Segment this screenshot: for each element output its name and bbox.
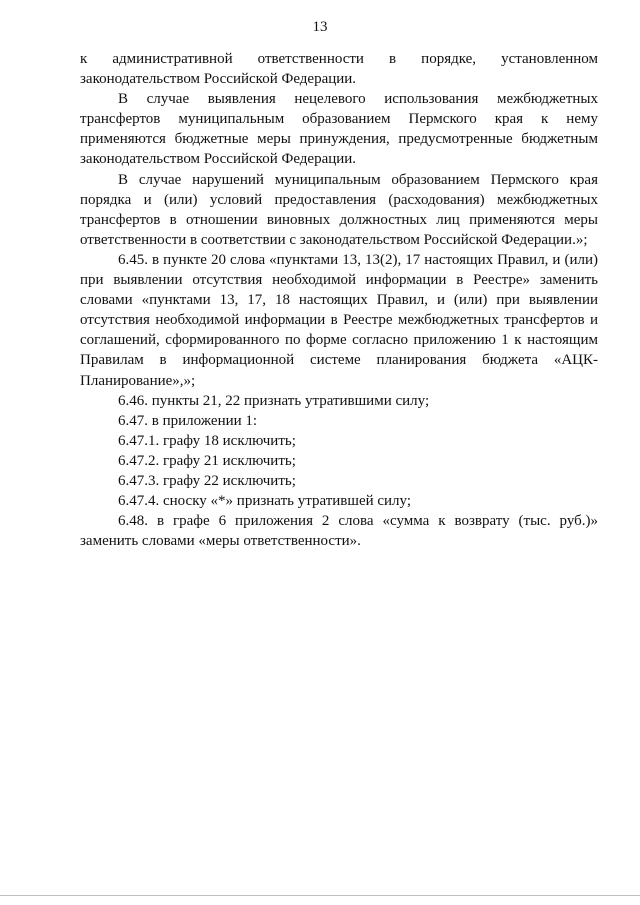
paragraph-item-6-47: 6.47. в приложении 1: — [118, 412, 258, 429]
paragraph-officials-liability: В случае нарушений муниципальным образованием Пермского края порядка и (или) условий предоставления (расходования) межбюджетных трансфертов в отношении виновных должностных лиц применяются меры ответственности в соответствии с законодательством Российской Федерации.»; — [80, 171, 598, 248]
paragraph-item-6-46: 6.46. пункты 21, 22 признать утратившими силу; — [118, 392, 430, 409]
paragraph-item-6-47-1: 6.47.1. графу 18 исключить; — [118, 432, 296, 449]
paragraph-misuse-of-transfers: В случае выявления нецелевого использования межбюджетных трансфертов муниципальным образованием Пермского края к нему применяются бюджетные меры принуждения, предусмотренные бюджетным законодательством Российской Федерации. — [80, 91, 598, 168]
paragraph-item-6-47-2: 6.47.2. графу 21 исключить; — [118, 452, 296, 469]
paragraph-item-6-45: 6.45. в пункте 20 слова «пунктами 13, 13(2), 17 настоящих Правил, и (или) при выявлении отсутствия необходимой информации в Реестре» заменить словами «пунктами 13, 17, 18 настоящих Правил, и (или) при выявлении отсутствия необходимой информации в Реестре межбюджетных трансфертов и соглашений, сформированного по форме согласно приложению 1 к настоящим Правилам в информационной системе планирования бюджета «АЦК-Планирование»,»; — [80, 251, 598, 389]
document-body — [80, 49, 598, 551]
paragraph-item-6-47-4: 6.47.4. сноску «*» признать утратившей силу; — [118, 493, 412, 510]
paragraph-item-6-48: 6.48. в графе 6 приложения 2 слова «сумма к возврату (тыс. руб.)» заменить словами «меры ответственности». — [80, 513, 598, 550]
page-number: 13 — [312, 19, 328, 35]
paragraph-liability-continuation: к административной ответственности в порядке, установленном законодательством Российской Федерации. — [80, 51, 598, 88]
scan-edge-divider — [0, 895, 640, 896]
paragraph-item-6-47-3: 6.47.3. графу 22 исключить; — [118, 472, 296, 489]
